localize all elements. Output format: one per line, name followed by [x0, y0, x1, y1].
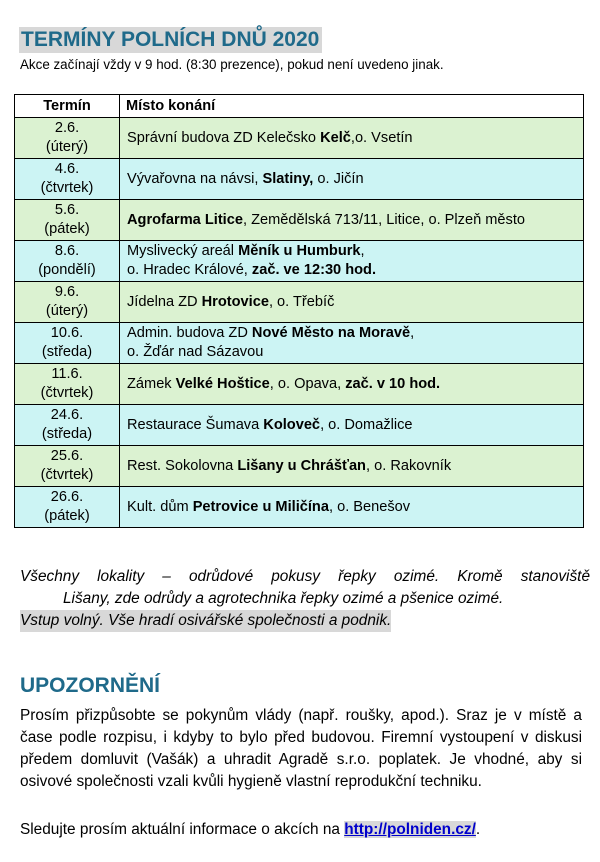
place-text: Myslivecký areál — [127, 243, 239, 259]
note-line-2: Lišany, zde odrůdy a agrotechnika řepky ozimé a pšenice ozimé. — [63, 590, 504, 607]
date: 4.6. — [54, 161, 80, 177]
date: 25.6. — [50, 448, 84, 464]
place-line — [127, 498, 583, 517]
table-row — [15, 118, 584, 159]
place-name-bold: Hrotovice — [201, 293, 269, 310]
date: 10.6. — [50, 325, 84, 341]
place-cell — [120, 323, 584, 364]
place-text: o. Žďár nad Sázavou — [127, 344, 264, 360]
place-line — [127, 457, 583, 476]
weekday: (pondělí) — [38, 262, 96, 278]
place-name-bold: Slatiny, — [262, 170, 314, 187]
date-cell — [15, 405, 120, 446]
place-text: Správní budova ZD Kelečsko — [127, 129, 321, 146]
weekday: (úterý) — [45, 303, 89, 319]
page-title: TERMÍNY POLNÍCH DNŮ 2020 — [19, 27, 322, 53]
date: 8.6. — [54, 243, 80, 259]
date-cell — [15, 118, 120, 159]
table-row — [15, 446, 584, 487]
place-cell — [120, 200, 584, 241]
place-text: Zámek — [127, 375, 176, 392]
place-text: , o. Třebíč — [268, 293, 335, 310]
place-text: o. Jičín — [313, 170, 364, 187]
warning-heading: UPOZORNĚNÍ — [20, 674, 161, 697]
place-text: , o. Domažlice — [320, 416, 413, 433]
place-text: , — [360, 243, 365, 259]
place-name-bold: Nové Město na Moravě — [251, 325, 411, 341]
place-cell — [120, 282, 584, 323]
weekday: (čtvrtek) — [40, 180, 94, 196]
weekday: (pátek) — [44, 508, 90, 524]
place-text: Vývařovna na návsi, — [127, 170, 263, 187]
table-row — [15, 364, 584, 405]
note-block — [20, 566, 590, 632]
place-cell — [120, 241, 584, 282]
place-name-bold: Lišany u Chrášťan — [237, 457, 366, 474]
date-cell — [15, 200, 120, 241]
place-name-bold: zač. v 10 hod. — [345, 375, 441, 392]
place-line — [127, 343, 583, 362]
date-cell — [15, 241, 120, 282]
date: 2.6. — [54, 120, 80, 136]
follow-text: Sledujte prosím aktuální informace o akcích na — [20, 821, 345, 838]
place-text: o. Hradec Králové, — [127, 262, 252, 278]
place-name-bold: Petrovice u Miličína — [192, 498, 329, 515]
place-line — [127, 293, 583, 312]
place-text: , o. Rakovník — [365, 457, 452, 474]
table-row — [15, 405, 584, 446]
date-cell — [15, 487, 120, 528]
date-cell — [15, 159, 120, 200]
place-line — [127, 170, 583, 189]
column-header-date: Termín — [15, 95, 120, 118]
table-row — [15, 282, 584, 323]
place-text: Kult. dům — [127, 498, 193, 515]
weekday: (středa) — [41, 344, 93, 360]
weekday: (středa) — [41, 426, 93, 442]
warning-paragraph: Prosím přizpůsobte se pokynům vlády (např. roušky, apod.). Sraz je v místě a čase podle rozpisu, i kdyby to bylo před budovou. Firemní vystoupení v diskusi předem domluvit (Vašák) a uhradit Agradě s.r.o. poplatek. Je vhodné, aby si osivové společnosti vzali kvůli hygieně vlastní reprodukční techniku. — [20, 707, 582, 790]
place-text: , — [410, 325, 415, 341]
date: 26.6. — [50, 489, 84, 505]
date: 11.6. — [51, 366, 83, 382]
place-text: Restaurace Šumava — [127, 416, 264, 433]
place-text: ,o. Vsetín — [350, 129, 413, 146]
weekday: (čtvrtek) — [40, 467, 94, 483]
place-line — [127, 129, 583, 148]
place-name-bold: Měník u Humburk — [238, 243, 361, 259]
place-text: , o. Opava, — [269, 375, 346, 392]
note-line-3: Vstup volný. Vše hradí osivářské společnosti a podnik. — [20, 610, 391, 632]
follow-line — [20, 819, 480, 841]
table-row — [15, 323, 584, 364]
place-cell — [120, 446, 584, 487]
weekday: (pátek) — [44, 221, 90, 237]
date-cell — [15, 446, 120, 487]
date: 24.6. — [50, 407, 84, 423]
website-link[interactable]: http://polniden.cz/ — [344, 821, 476, 838]
subtitle: Akce začínají vždy v 9 hod. (8:30 prezence), pokud není uvedeno jinak. — [20, 57, 444, 72]
place-name-bold: Kelč — [320, 129, 351, 146]
place-cell — [120, 159, 584, 200]
place-line — [127, 416, 583, 435]
place-text: Jídelna ZD — [127, 293, 202, 310]
place-name-bold: Velké Hoštice — [175, 375, 270, 392]
place-name-bold: zač. ve 12:30 hod. — [251, 262, 377, 278]
place-cell — [120, 405, 584, 446]
place-line — [127, 375, 583, 394]
weekday: (čtvrtek) — [40, 385, 94, 401]
date: 9.6. — [54, 284, 80, 300]
date: 5.6. — [54, 202, 80, 218]
schedule-table — [14, 94, 584, 528]
table-row — [15, 159, 584, 200]
place-line — [127, 211, 583, 230]
table-row — [15, 487, 584, 528]
schedule-rows — [15, 118, 584, 528]
follow-end: . — [475, 821, 481, 838]
place-text: Admin. budova ZD — [127, 325, 252, 341]
place-cell — [120, 487, 584, 528]
date-cell — [15, 282, 120, 323]
place-line — [127, 261, 583, 280]
place-name-bold: Koloveč — [263, 416, 321, 433]
weekday: (úterý) — [45, 139, 89, 155]
place-name-bold: Agrofarma Litice — [127, 211, 243, 228]
date-cell — [15, 323, 120, 364]
note-line-1: Všechny lokality – odrůdové pokusy řepky ozimé. Kromě stanoviště — [20, 568, 590, 585]
place-text: , Zemědělská 713/11, Litice, o. Plzeň město — [242, 211, 525, 228]
date-cell — [15, 364, 120, 405]
place-line — [127, 242, 583, 261]
table-row — [15, 241, 584, 282]
place-cell — [120, 364, 584, 405]
table-header-row — [15, 95, 584, 118]
column-header-place: Místo konání — [120, 95, 584, 118]
place-line — [127, 324, 583, 343]
place-text: , o. Benešov — [328, 498, 411, 515]
place-cell — [120, 118, 584, 159]
table-row — [15, 200, 584, 241]
place-text: Rest. Sokolovna — [127, 457, 238, 474]
